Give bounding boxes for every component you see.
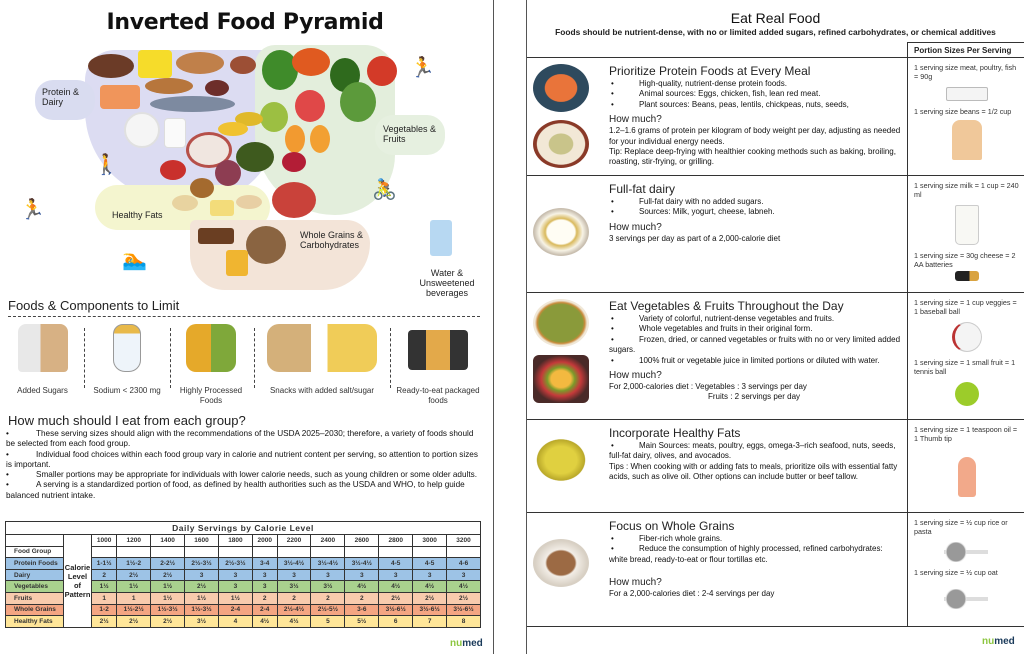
right-panel	[527, 0, 1024, 654]
section-whole-grains	[527, 513, 1024, 627]
bullet-list: • Variety of colorful, nutrient-dense vegetables and fruits. • Whole vegetables and fruits in their original form. • Frozen, dried, or canned vegetables or fruits with no or very limited added sugars. • 100% fruit or vegetable juice in limited portions or diluted with water.	[609, 314, 901, 365]
olive-oil-jar-icon	[533, 436, 589, 484]
eat-real-food-title: Eat Real Food	[730, 10, 821, 26]
bullet-item: • These serving sizes should align with the recommendations of the USDA 2025–2030; therefore, a variety of foods should be selected from each food group.	[6, 429, 474, 449]
calorie-level-label: Calorie Level of Pattern	[64, 535, 92, 628]
apricot-icon	[285, 125, 305, 153]
section-heading: Focus on Whole Grains	[609, 519, 735, 533]
meat-icon	[230, 56, 256, 74]
label-whole-grains: Whole Grains & Carbohydrates	[300, 230, 364, 250]
table-row: Healthy Fats 2½ 2½ 2½ 3½ 4 4½ 4½ 5 5½ 6 7 8	[6, 616, 481, 628]
left-panel	[0, 0, 490, 654]
table-row: Protein Foods 1-1½ 1½-2 2-2½ 2½-3½ 2½-3½ 3-4 3½-4½ 3½-4½ 3½-4½ 4-5 4-5 4-6	[6, 558, 481, 570]
beef-icon	[205, 80, 229, 96]
egg-icon	[124, 112, 160, 148]
table-row: Dairy 2 2½ 2½ 3 3 3 3 3 3 3 3 3	[6, 569, 481, 581]
apple-red-icon	[295, 90, 325, 122]
salad-bowl-icon	[533, 299, 589, 347]
cheese-icon	[138, 50, 172, 78]
daily-servings-table	[5, 521, 481, 628]
portion-cell: 1 serving size = 1 cup veggies = 1 baseball ball 1 serving size = 1 small fruit = 1 tennis ball	[907, 293, 1024, 419]
limit-section-title: Foods & Components to Limit	[8, 298, 180, 313]
tennis-ball-icon	[955, 382, 979, 406]
snacks-icon	[267, 324, 377, 372]
table-row: Vegetables 1½ 1½ 1½ 2½ 3 3 3½ 3½ 4½ 4½ 4½ 4½	[6, 581, 481, 593]
milk-glass-icon	[164, 118, 186, 148]
dashed-separator	[84, 328, 85, 388]
fruit-bowl-icon	[533, 355, 589, 403]
goji-icon	[160, 160, 186, 180]
juice-glass-icon	[226, 250, 248, 276]
peanuts-icon	[236, 195, 262, 209]
bullet-list: • High-quality, nutrient-dense protein foods. • Animal sources: Eggs, chicken, fish, lean red meat. • Plant sources: Beans, peas, lentils, chickpeas, nuts, seeds,	[611, 79, 849, 109]
fist-icon	[952, 120, 982, 160]
table-title: Daily Servings by Calorie Level	[6, 522, 481, 535]
label-water: Water & Unsweetened beverages	[419, 268, 475, 298]
bread-loaf-icon	[246, 226, 286, 264]
swimming-icon: 🏊	[122, 249, 147, 271]
bullet-item: • A serving is a standardized portion of food, as defined by health authorities such as the USDA and WHO, to help guide balanced nutrient intake.	[6, 480, 465, 500]
bowling-icon: 🏃	[410, 57, 435, 79]
section-protein	[527, 58, 1024, 176]
limit-item-added-sugars: Added Sugars	[5, 320, 80, 410]
how-much-text: For a 2,000-calories diet : 2-4 servings per day	[609, 589, 775, 599]
dashed-separator	[170, 328, 171, 388]
how-much-text-fruits: Fruits : 2 servings per day	[708, 392, 801, 402]
limit-item-ready-to-eat: Ready-to-eat packaged foods	[392, 320, 484, 410]
tip-text: Tip: Replace deep-frying with healthier cooking methods such as baking, broiling, roasting, stir-frying, or grilling.	[609, 147, 896, 167]
portion-cell: 1 serving size milk = 1 cup = 240 ml 1 serving size = 30g cheese = 2 AA batteries	[907, 176, 1024, 292]
tip-text: Tips : When cooking with or adding fats to meals, prioritize oils with essential fatty acids, such as olive oil. Other options can include butter or beef tallow.	[609, 461, 898, 482]
how-much-label: How much?	[609, 114, 662, 126]
cherries-icon	[282, 152, 306, 172]
how-much-text: 3 servings per day as part of a 2,000-calorie diet	[609, 233, 781, 243]
baseball-icon	[952, 322, 982, 352]
food-group-header-row: Food Group	[6, 546, 481, 558]
label-protein-dairy: Protein & Dairy	[42, 87, 80, 107]
bullet-list: • Main Sources: meats, poultry, eggs, omega-3–rich seafood, nuts, seeds, full-fat dairy, olives, and avocados.	[609, 441, 896, 461]
sugar-sack-icon	[18, 324, 68, 372]
walking-icon: 🚶	[94, 154, 119, 176]
cycling-icon: 🚴	[372, 179, 397, 201]
calorie-header-row: Calorie Level of Pattern 1000 1200 1400 1600 1800 2000 2200 2400 2600 2800 3000 3200	[6, 535, 481, 547]
inverted-pyramid-illustration	[0, 40, 490, 298]
how-much-text: For 2,000-calories diet : Vegetables : 3 servings per day	[609, 382, 807, 392]
how-much-title: How much should I eat from each group?	[8, 413, 246, 428]
label-healthy-fats: Healthy Fats	[112, 210, 163, 220]
water-glass-icon	[430, 220, 452, 256]
chicken-icon	[176, 52, 224, 74]
omega-capsules-icon	[218, 122, 248, 136]
how-much-label: How much?	[609, 370, 662, 382]
bullet-list: • Fiber-rich whole grains. • Reduce the consumption of highly processed, refined carbohydrates: white bread, ready-to-eat or flour tortillas etc.	[609, 534, 883, 564]
limit-item-snacks: Snacks with added salt/sugar	[256, 320, 388, 410]
tomato-icon	[367, 56, 397, 86]
limit-item-highly-processed: Highly Processed Foods	[172, 320, 250, 410]
labneh-bowl-icon	[533, 208, 589, 256]
limit-item-sodium: Sodium < 2300 mg	[88, 320, 166, 410]
numed-logo: numed	[982, 636, 1015, 647]
limit-items	[0, 320, 490, 410]
section-vegetables-fruits	[527, 293, 1024, 420]
nuts-icon	[172, 195, 198, 211]
how-much-bullets	[6, 429, 484, 501]
dashed-divider	[8, 316, 480, 317]
walnuts-icon	[190, 178, 214, 198]
how-much-text: 1.2–1.6 grams of protein per kilogram of body weight per day, adjusting as needed for your individual energy needs.	[609, 126, 901, 146]
section-heading: Full-fat dairy	[609, 182, 676, 196]
how-much-label: How much?	[609, 221, 662, 233]
canned-food-icon	[186, 324, 236, 372]
label-vegetables-fruits: Vegetables & Fruits	[383, 124, 437, 144]
numed-logo: numed	[450, 638, 483, 649]
table-row: Whole Grains 1-2 1½-2½ 1½-3½ 1½-3½ 2-4 2-4 2½-4½ 2½-5½ 3-6 3½-6½ 3½-6½ 3½-6½	[6, 604, 481, 616]
thumb-tip-icon	[958, 457, 976, 497]
dashed-separator	[390, 328, 391, 388]
section-heading: Eat Vegetables & Fruits Throughout the Day	[609, 299, 844, 313]
page-spine-divider	[493, 0, 527, 654]
kebab-icon	[145, 78, 193, 94]
salt-shaker-icon	[113, 324, 141, 372]
packaged-meal-icon	[408, 330, 468, 370]
how-much-label: How much?	[609, 577, 662, 589]
bread-sticks-icon	[198, 228, 234, 244]
portion-cell: 1 serving size = ½ cup rice or pasta 1 serving size = ½ cup oat	[907, 513, 1024, 626]
pomegranate-icon	[215, 160, 241, 186]
bread-plate-icon	[533, 539, 589, 587]
table-row: Fruits 1 1 1½ 1½ 1½ 2 2 2 2 2½ 2½ 2½	[6, 592, 481, 604]
milk-glass-icon	[955, 205, 979, 245]
avocado-icon	[236, 142, 274, 172]
mango-icon	[272, 182, 316, 218]
portion-sizes-header: Portion Sizes Per Serving	[907, 42, 1024, 57]
butter-icon	[210, 200, 234, 216]
portion-cell: 1 serving size = 1 teaspoon oil = 1 Thumb tip	[907, 420, 1024, 512]
bullet-list: • Full-fat dairy with no added sugars. • Sources: Milk, yogurt, cheese, labneh.	[611, 197, 775, 217]
bullet-item: • Individual food choices within each food group vary in calorie and nutrient content per serving, so attention to portion sizes is important.	[6, 449, 478, 469]
hummus-plate-icon	[533, 120, 589, 168]
steak-icon	[88, 54, 134, 78]
measuring-cup-icon	[944, 542, 988, 562]
carrots-icon	[292, 48, 330, 76]
fish-icon	[150, 96, 235, 112]
bullet-item: • Smaller portions may be appropriate for individuals with lower calorie needs, such as young children or some older adults.	[6, 470, 477, 480]
section-heading: Prioritize Protein Foods at Every Meal	[609, 64, 811, 78]
section-healthy-fats	[527, 420, 1024, 513]
portion-cell: 1 serving size meat, poultry, fish = 90g 1 serving size beans = 1/2 cup	[907, 58, 1024, 175]
section-heading: Incorporate Healthy Fats	[609, 426, 741, 440]
page-title: Inverted Food Pyramid	[106, 10, 384, 35]
measuring-cup-icon	[944, 589, 988, 609]
eat-real-food-subtitle: Foods should be nutrient-dense, with no or limited added sugars, refined carbohydrates, or chemical additives	[555, 27, 996, 37]
deck-of-cards-icon	[946, 87, 988, 101]
apple-green-icon	[260, 102, 288, 132]
peach-icon	[310, 125, 330, 153]
section-dairy	[527, 176, 1024, 293]
dashed-separator	[254, 328, 255, 388]
greens-icon	[340, 82, 376, 122]
aa-batteries-icon	[955, 271, 979, 281]
running-icon: 🏃	[20, 199, 45, 221]
kebab-plate-icon	[533, 64, 589, 112]
salmon-icon	[100, 85, 140, 109]
